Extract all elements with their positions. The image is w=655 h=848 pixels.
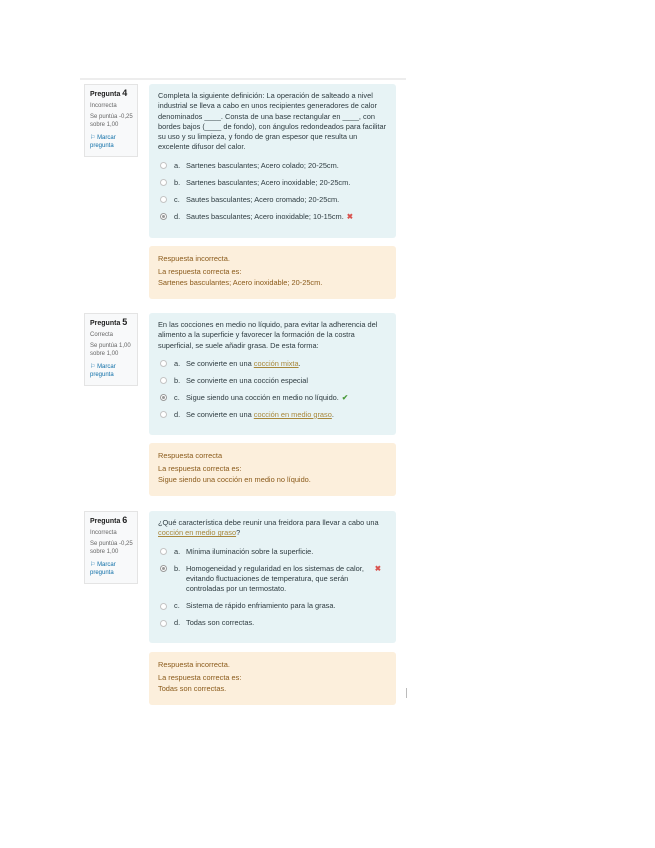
feedback-6 [149,652,396,705]
flag-question-link[interactable]: ⚐ Marcar pregunta [90,135,116,149]
feedback-title: Respuesta correcta [158,451,223,460]
radio-button[interactable] [160,162,167,169]
radio-button[interactable] [160,548,167,555]
question-content-5 [149,313,396,435]
question-status: Correcta [90,332,114,338]
answer-option[interactable]: d. Todas son correctas. [160,618,387,628]
feedback-title: Respuesta incorrecta. [158,660,230,669]
flag-question-link[interactable]: ⚐ Marcar pregunta [90,364,116,378]
answer-option[interactable]: c. Sigue siendo una cocción en medio no líquido. ✔ [160,393,387,403]
feedback-5 [149,443,396,496]
radio-button-selected[interactable] [160,565,167,572]
radio-button[interactable] [160,603,167,610]
question-content-4 [149,84,396,238]
radio-button[interactable] [160,360,167,367]
flag-icon: ⚐ [90,364,96,370]
glossary-link[interactable]: cocción mixta [253,358,299,368]
question-text: Completa la siguiente definición: La operación de salteado a nivel industrial se lleva a cabo en unos recipientes generadores de calor denominados ____. Consta de una base rectangular en ____, con bordes bajos (____ de fondo), con ángulos redondeados para facilitar su uso y su limpieza, y fondo de gran espesor que resulta un excelente difusor del calor. [158,91,387,152]
question-content-6 [149,511,396,643]
glossary-link[interactable]: cocción en medio graso [253,409,332,419]
question-info-5 [84,313,138,386]
radio-button-selected[interactable] [160,394,167,401]
answer-option[interactable]: b. Sartenes basculantes; Acero inoxidable; 20-25cm. [160,178,387,188]
radio-button[interactable] [160,179,167,186]
feedback-label: La respuesta correcta es: [158,463,242,473]
top-divider [80,78,406,80]
radio-button[interactable] [160,196,167,203]
question-number: Pregunta 4 [90,88,128,98]
question-score: Se puntúa -0,25 sobre 1,00 [90,114,133,128]
incorrect-icon: ✖ [346,211,353,221]
answer-option[interactable]: a. Se convierte en una cocción mixta. [160,359,387,369]
answer-option[interactable]: b. Homogeneidad y regularidad en los sistemas de calor, evitando fluctuaciones de temperatura, que serán controladas por un termostato. ✖ [160,564,387,595]
feedback-label: La respuesta correcta es: [158,672,242,682]
correct-icon: ✔ [341,392,349,402]
question-score: Se puntúa 1,00 sobre 1,00 [90,343,131,357]
answer-option[interactable]: c. Sautes basculantes; Acero cromado; 20-25cm. [160,195,387,205]
radio-button-selected[interactable] [160,213,167,220]
radio-button[interactable] [160,620,167,627]
answer-option[interactable]: a. Mínima iluminación sobre la superficie. [160,547,387,557]
feedback-title: Respuesta incorrecta. [158,254,230,263]
feedback-answer: Sigue siendo una cocción en medio no líquido. [158,474,311,484]
question-text: En las cocciones en medio no líquido, para evitar la adherencia del alimento a la superficie y favorecer la formación de la costra superficial, se suele añadir grasa. De esta forma: [158,320,378,350]
feedback-label: La respuesta correcta es: [158,266,242,276]
radio-button[interactable] [160,411,167,418]
flag-icon: ⚐ [90,135,96,141]
glossary-link[interactable]: cocción en medio graso [158,528,237,538]
incorrect-icon: ✖ [374,563,381,573]
answer-option[interactable]: d. Se convierte en una cocción en medio graso. [160,410,387,420]
feedback-4 [149,246,396,299]
answer-option[interactable]: d. Sautes basculantes; Acero inoxidable; 10-15cm. ✖ [160,212,387,222]
answer-option[interactable]: c. Sistema de rápido enfriamiento para la grasa. [160,601,387,611]
radio-button[interactable] [160,377,167,384]
flag-icon: ⚐ [90,562,96,568]
question-status: Incorrecta [90,530,117,536]
flag-question-link[interactable]: ⚐ Marcar pregunta [90,562,116,576]
answer-option[interactable]: b. Se convierte en una cocción especial [160,376,387,386]
question-info-6 [84,511,138,584]
feedback-answer: Todas son correctas. [158,683,227,693]
question-score: Se puntúa -0,25 sobre 1,00 [90,541,133,555]
scrollbar-thumb[interactable] [406,688,407,698]
question-status: Incorrecta [90,103,117,109]
question-text: ¿Qué característica debe reunir una freidora para llevar a cabo una cocción en medio graso? [158,518,379,538]
answer-option[interactable]: a. Sartenes basculantes; Acero colado; 20-25cm. [160,161,387,171]
question-number: Pregunta 5 [90,317,128,327]
feedback-answer: Sartenes basculantes; Acero inoxidable; 20-25cm. [158,277,323,287]
question-number: Pregunta 6 [90,515,128,525]
question-info-4 [84,84,138,157]
